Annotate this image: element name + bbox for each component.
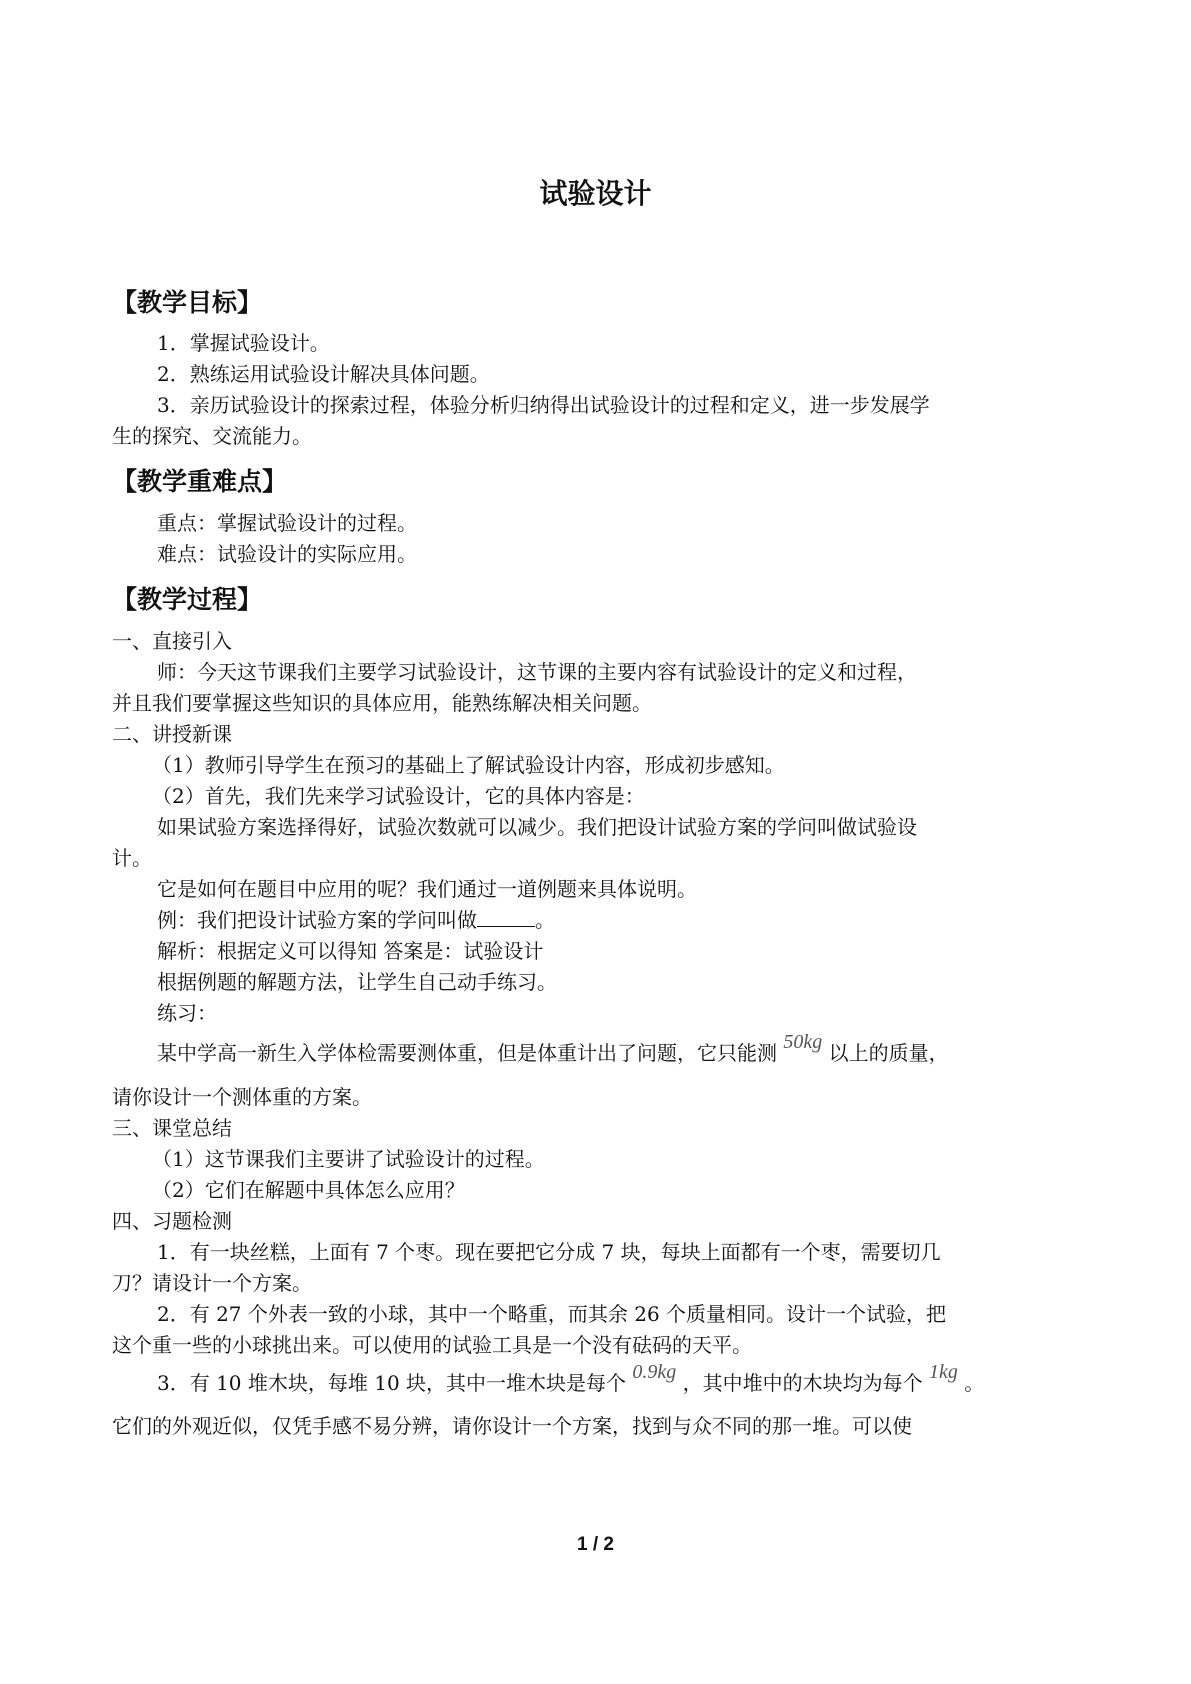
example-answer: 解析：根据定义可以得知 答案是：试验设计 (157, 939, 544, 963)
exercise-3-line-2: 它们的外观近似，仅凭手感不易分辨，请你设计一个方案，找到与众不同的那一堆。可以使 (112, 1414, 912, 1438)
exercise-2-line-1: 2．有 27 个外表一致的小球，其中一个略重，而其余 26 个质量相同。设计一个试验，把 (157, 1302, 947, 1326)
section-2-title: 二、讲授新课 (112, 722, 232, 746)
practice-problem-cont: 请你设计一个测体重的方案。 (112, 1085, 372, 1109)
exercise-3-text-a: 3．有 10 堆木块，每堆 10 块，其中一堆木块是每个 (157, 1371, 627, 1395)
example-text: 例：我们把设计试验方案的学问叫做 (157, 908, 477, 932)
section-2-para-6: 根据例题的解题方法，让学生自己动手练习。 (157, 970, 557, 994)
section-1-para-2: 并且我们要掌握这些知识的具体应用，能熟练解决相关问题。 (112, 691, 652, 715)
heading-process: 【教学过程】 (112, 585, 263, 614)
practice-text-a: 某中学高一新生入学体检需要测体重，但是体重计出了问题，它只能测 (157, 1041, 777, 1065)
section-3-title: 三、课堂总结 (112, 1116, 232, 1140)
goal-item-1: 1．掌握试验设计。 (157, 331, 330, 355)
exercise-1-line-1: 1．有一块丝糕，上面有 7 个枣。现在要把它分成 7 块，每块上面都有一个枣，需要切几 (157, 1240, 941, 1264)
math-50kg: 50kg (783, 1031, 823, 1053)
math-1kg: 1kg (929, 1361, 958, 1383)
exercise-3-text-c: 。 (964, 1371, 985, 1395)
exercise-3-text-b: ，其中堆中的木块均为每个 (682, 1371, 923, 1395)
example-end: 。 (535, 908, 555, 932)
exercise-1-line-2: 刀？请设计一个方案。 (112, 1271, 312, 1295)
page-number: 1 / 2 (577, 1534, 614, 1555)
heading-goals: 【教学目标】 (112, 288, 263, 317)
practice-problem (157, 1031, 949, 1071)
section-3-para-1: （1）这节课我们主要讲了试验设计的过程。 (152, 1147, 545, 1171)
section-2-para-5: 它是如何在题目中应用的呢？我们通过一道例题来具体说明。 (157, 877, 697, 901)
key-point: 重点：掌握试验设计的过程。 (157, 511, 417, 535)
exercise-2-line-2: 这个重一些的小球挑出来。可以使用的试验工具是一个没有砝码的天平。 (112, 1333, 752, 1357)
section-2-para-4: 计。 (112, 846, 152, 870)
practice-label: 练习： (157, 1001, 217, 1025)
section-2-para-1: （1）教师引导学生在预习的基础上了解试验设计内容，形成初步感知。 (152, 753, 785, 777)
goal-item-3: 3．亲历试验设计的探索过程，体验分析归纳得出试验设计的过程和定义，进一步发展学 (157, 393, 930, 417)
difficult-point: 难点：试验设计的实际应用。 (157, 542, 417, 566)
practice-text-b: 以上的质量， (828, 1041, 949, 1065)
section-4-title: 四、习题检测 (112, 1209, 232, 1233)
section-1-para-1: 师：今天这节课我们主要学习试验设计，这节课的主要内容有试验设计的定义和过程， (157, 660, 917, 684)
heading-key-points: 【教学重难点】 (112, 467, 288, 496)
goal-item-2: 2．熟练运用试验设计解决具体问题。 (157, 362, 490, 386)
example-question (157, 903, 555, 937)
section-2-para-3: 如果试验方案选择得好，试验次数就可以减少。我们把设计试验方案的学问叫做试验设 (157, 815, 917, 839)
section-3-para-2: （2）它们在解题中具体怎么应用？ (152, 1178, 465, 1202)
math-0.9kg: 0.9kg (632, 1361, 677, 1383)
answer-blank (477, 906, 535, 927)
exercise-3-line-1 (157, 1361, 985, 1401)
section-2-para-2: （2）首先，我们先来学习试验设计，它的具体内容是： (152, 784, 645, 808)
page-title: 试验设计 (539, 177, 652, 210)
section-1-title: 一、直接引入 (112, 629, 232, 653)
goal-item-3-cont: 生的探究、交流能力。 (112, 424, 312, 448)
